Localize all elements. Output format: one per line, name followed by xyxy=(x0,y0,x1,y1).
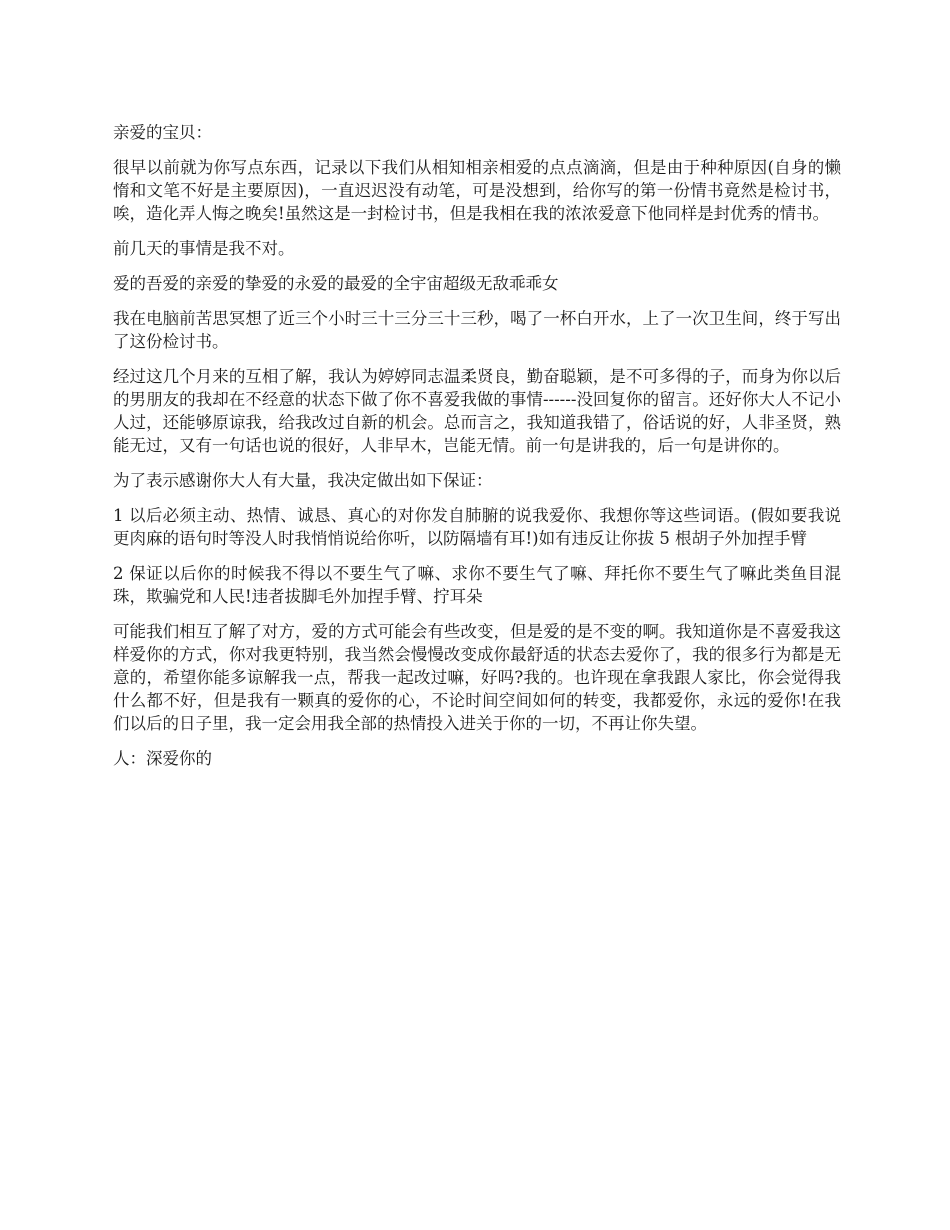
letter-signature: 人：深爱你的 xyxy=(113,749,212,768)
letter-paragraph-address: 爱的吾爱的亲爱的挚爱的永爱的最爱的全宇宙超级无敌乖乖女 xyxy=(113,274,559,293)
letter-paragraph-writing-time: 我在电脑前苦思冥想了近三个小时三十三分三十三秒，喝了一杯白开水，上了一次卫生间，终于写出了这份检讨书。 xyxy=(113,309,841,351)
letter-paragraph-intro: 很早以前就为你写点东西，记录以下我们从相知相亲相爱的点点滴滴，但是由于种种原因(自身的懒惰和文笔不好是主要原因)，一直迟迟没有动笔，可是没想到，给你写的第一份情书竟然是检讨书，唉，造化弄人悔之晚矣!虽然这是一封检讨书，但是我相在我的浓浓爱意下他同样是封优秀的情书。 xyxy=(113,158,841,223)
letter-guarantee-item-1: 1 以后必须主动、热情、诚恳、真心的对你发自肺腑的说我爱你、我想你等这些词语。(假如要我说更肉麻的语句时等没人时我悄悄说给你听，以防隔墙有耳!)如有违反让你拔 5 根胡子外加捏手臂 xyxy=(113,506,841,548)
letter-paragraph-reflection: 经过这几个月来的互相了解，我认为婷婷同志温柔贤良，勤奋聪颖，是不可多得的子，而身为你以后的男朋友的我却在不经意的状态下做了你不喜爱我做的事情------没回复你的留言。还好你大人不记小人过，还能够原谅我，给我改过自新的机会。总而言之，我知道我错了，俗话说的好，人非圣贤，熟能无过，又有一句话也说的很好，人非早木，岂能无情。前一句是讲我的，后一句是讲你的。 xyxy=(113,367,841,455)
letter-guarantee-item-2: 2 保证以后你的时候我不得以不要生气了嘛、求你不要生气了嘛、拜托你不要生气了嘛此类鱼目混珠，欺骗党和人民!违者拔脚毛外加捏手臂、拧耳朵 xyxy=(113,564,841,606)
letter-greeting: 亲爱的宝贝： xyxy=(113,123,212,142)
letter-document xyxy=(113,121,841,782)
letter-paragraph-closing: 可能我们相互了解了对方，爱的方式可能会有些改变，但是爱的是不变的啊。我知道你是不喜爱我这样爱你的方式，你对我更特别，我当然会慢慢改变成你最舒适的状态去爱你了，我的很多行为都是无意的，希望你能多谅解我一点，帮我一起改过嘛，好吗?我的。也许现在拿我跟人家比，你会觉得我什么都不好，但是我有一颗真的爱你的心，不论时间空间如何的转变，我都爱你，永远的爱你!在我们以后的日子里，我一定会用我全部的热情投入进关于你的一切，不再让你失望。 xyxy=(113,622,841,733)
letter-paragraph-apology: 前几天的事情是我不对。 xyxy=(113,239,295,258)
letter-paragraph-guarantee-intro: 为了表示感谢你大人有大量，我决定做出如下保证： xyxy=(113,471,493,490)
